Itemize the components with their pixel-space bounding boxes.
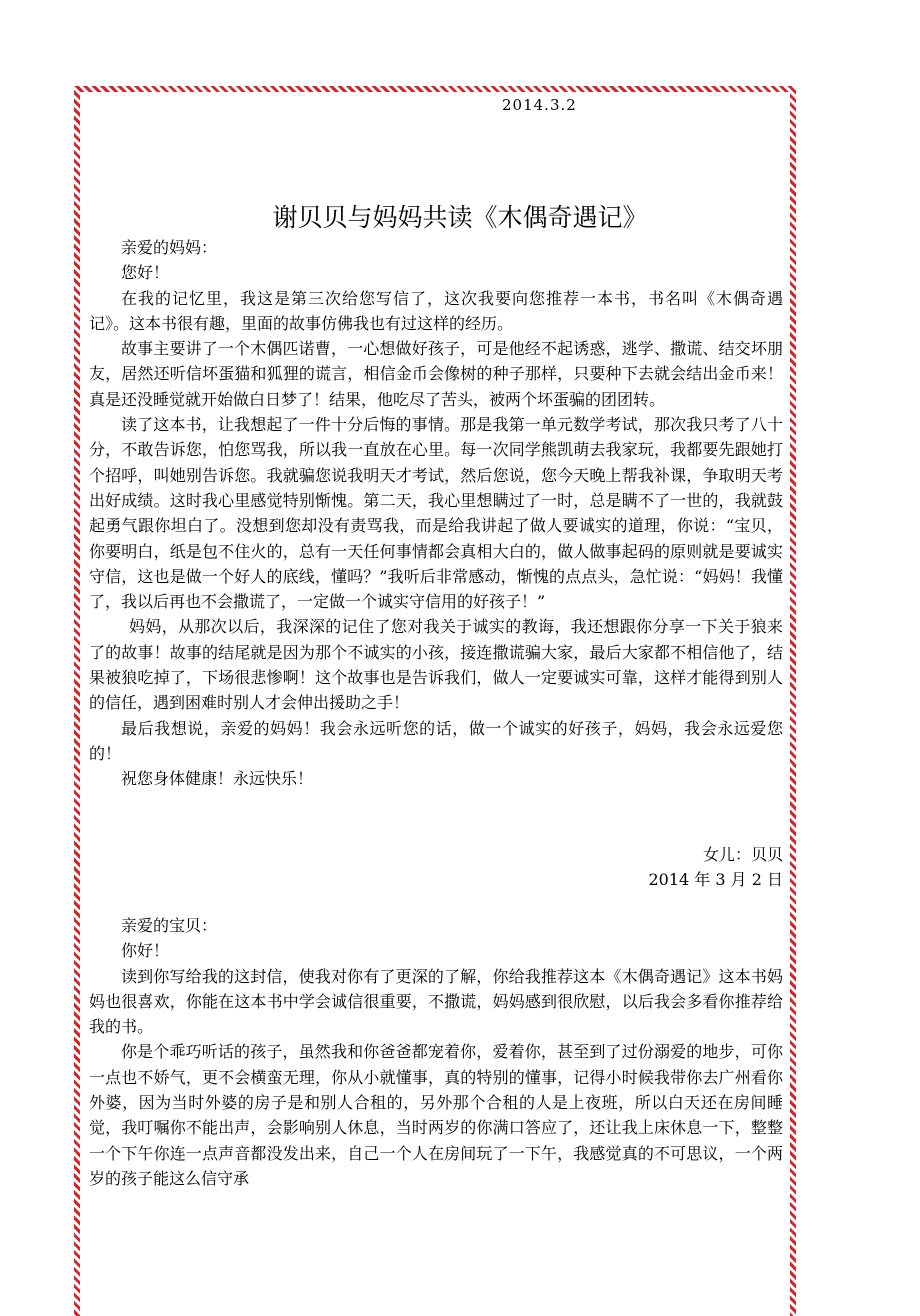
letter-to-mom [89,235,783,892]
paragraph: 读到你写给我的这封信，使我对你有了更深的了解，你给我推荐这本《木偶奇遇记》这本书妈妈也很喜欢，你能在这本书中学会诚信很重要，不撒谎，妈妈感到很欣慰，以后我会多看你推荐给我的书。 [89,966,783,1037]
letter-date: 2014 年 3 月 2 日 [648,869,783,889]
letter-to-child [89,913,783,1191]
letter-greeting: 亲爱的宝贝： [121,916,218,935]
letter-hello: 你好！ [121,941,170,961]
paragraph: 读了这本书，让我想起了一件十分后悔的事情。那是我第一单元数学考试，那次我只考了八十分，不敢告诉您，怕您骂我，所以我一直放在心里。每一次同学熊凯萌去我家玩，我都要先跟她打个招呼，叫她别告诉您。我就骗您说我明天才考试，然后您说，您今天晚上帮我补课，争取明天考出好成绩。这时我心里感觉特别惭愧。第二天，我心里想瞒过了一时，总是瞒不了一世的，我就鼓起勇气跟你坦白了。没想到您却没有责骂我，而是给我讲起了做人要诚实的道理，你说：“宝贝，你要明白，纸是包不住火的，总有一天任何事情都会真相大白的，做人做事起码的原则就是要诚实守信，这也是做一个好人的底线，懂吗？”我听后非常感动，惭愧的点点头，急忙说：“妈妈！我懂了，我以后再也不会撒谎了，一定做一个诚实守信用的好孩子！” [89,415,783,612]
header-date: 2014.3.2 [502,96,577,114]
letter-greeting: 亲爱的妈妈： [121,238,218,257]
paragraph: 祝您身体健康！永远快乐！ [121,769,314,789]
paragraph: 在我的记忆里，我这是第三次给您写信了，这次我要向您推荐一本书，书名叫《木偶奇遇记》。这本书很有趣，里面的故事仿佛我也有过这样的经历。 [89,288,783,333]
paragraph: 最后我想说，亲爱的妈妈！我会永远听您的话，做一个诚实的好孩子，妈妈，我会永远爱您的！ [89,718,783,763]
paragraph: 妈妈，从那次以后，我深深的记住了您对我关于诚实的教诲，我还想跟你分享一下关于狼来了的故事！故事的结尾就是因为那个不诚实的小孩，接连撒谎骗大家，最后大家都不相信他了，结果被狼吃掉了，下场很悲惨啊！这个故事也是告诉我们，做人一定要诚实可靠，这样才能得到别人的信任，遇到困难时别人才会伸出援助之手！ [89,617,783,713]
page-title: 谢贝贝与妈妈共读《木偶奇遇记》 [272,203,648,232]
paragraph: 故事主要讲了一个木偶匹诺曹，一心想做好孩子，可是他经不起诱惑，逃学、撒谎、结交坏朋友，居然还听信坏蛋猫和狐狸的谎言，相信金币会像树的种子那样，只要种下去就会结出金币来！真是还没睡觉就开始做白日梦了！结果，他吃尽了苦头，被两个坏蛋骗的团团转。 [89,339,783,409]
paragraph: 你是个乖巧听话的孩子，虽然我和你爸爸都宠着你，爱着你，甚至到了过份溺爱的地步，可你一点也不娇气，更不会横蛮无理，你从小就懂事，真的特别的懂事，记得小时候我带你去广州看你外婆，因为当时外婆的房子是和别人合租的，另外那个合租的人是上夜班，所以白天还在房间睡觉，我叮嘱你不能出声，会影响别人休息，当时两岁的你满口答应了，还让我上床休息一下，整整一个下午你连一点声音都没发出来，自己一个人在房间玩了一下午，我感觉真的不可思议，一个两岁的孩子能这么信守承 [89,1042,783,1188]
letter-hello: 您好！ [121,263,170,283]
signature: 女儿：贝贝 [702,844,783,864]
